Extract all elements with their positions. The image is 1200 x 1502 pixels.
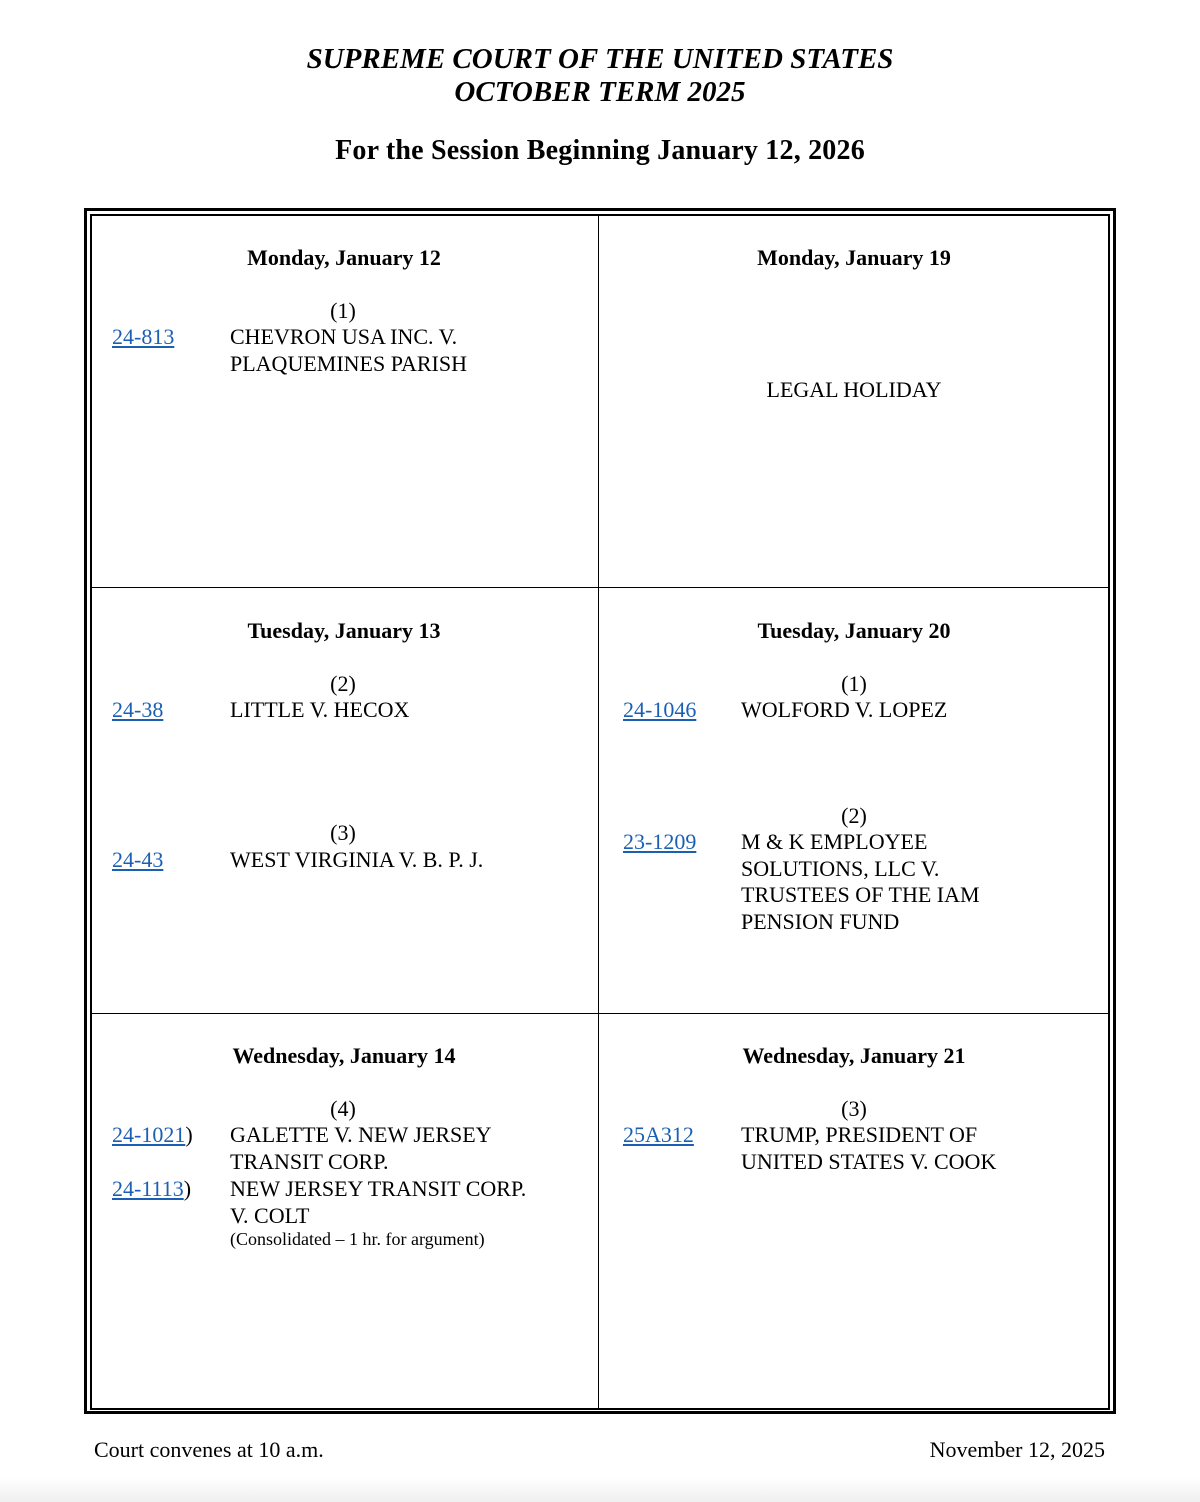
case-name bbox=[230, 697, 409, 724]
docket-link[interactable]: 24-38 bbox=[112, 697, 164, 722]
case-name-line: CHEVRON USA INC. V. bbox=[230, 324, 458, 349]
publication-date: November 12, 2025 bbox=[929, 1437, 1105, 1462]
docket-number bbox=[112, 1176, 191, 1202]
argument-sequence: (3) bbox=[841, 1096, 867, 1121]
court-name: SUPREME COURT OF THE UNITED STATES bbox=[306, 43, 894, 75]
case-name-line: UNITED STATES V. COOK bbox=[741, 1148, 997, 1174]
docket-number bbox=[623, 697, 696, 723]
docket-link[interactable]: 24-1021 bbox=[112, 1122, 186, 1147]
day-heading: Tuesday, January 20 bbox=[757, 618, 951, 643]
case-name-line: LITTLE V. HECOX bbox=[230, 697, 410, 722]
argument-sequence: (3) bbox=[330, 820, 356, 845]
calendar-row-divider-1 bbox=[90, 587, 1110, 588]
argument-sequence: (1) bbox=[841, 671, 867, 696]
case-name-line: M & K EMPLOYEE bbox=[741, 829, 928, 854]
docket-number bbox=[623, 1122, 694, 1148]
case-name-line: NEW JERSEY TRANSIT CORP. bbox=[230, 1176, 527, 1201]
page-bottom-edge bbox=[0, 1478, 1200, 1502]
case-name bbox=[230, 324, 467, 377]
case-name bbox=[230, 847, 483, 874]
case-name-line: WOLFORD V. LOPEZ bbox=[741, 697, 948, 722]
day-heading: Wednesday, January 21 bbox=[742, 1043, 966, 1068]
case-name bbox=[741, 829, 980, 935]
day-heading: Tuesday, January 13 bbox=[247, 618, 441, 643]
session-title: For the Session Beginning January 12, 2026 bbox=[335, 135, 865, 166]
day-heading: Monday, January 12 bbox=[247, 245, 441, 270]
case-name-line: WEST VIRGINIA V. B. P. J. bbox=[230, 847, 484, 872]
argument-sequence: (2) bbox=[841, 803, 867, 828]
docket-number bbox=[112, 324, 174, 350]
consolidation-bracket: ) bbox=[185, 1122, 193, 1147]
legal-holiday-label: LEGAL HOLIDAY bbox=[766, 377, 942, 402]
argument-sequence: (2) bbox=[330, 671, 356, 696]
docket-link[interactable]: 24-813 bbox=[112, 324, 175, 349]
day-heading: Wednesday, January 14 bbox=[232, 1043, 456, 1068]
docket-link[interactable]: 24-43 bbox=[112, 847, 164, 872]
case-name-line: PLAQUEMINES PARISH bbox=[230, 350, 467, 376]
case-name bbox=[230, 1122, 492, 1175]
docket-number bbox=[112, 847, 163, 873]
consolidation-note: (Consolidated – 1 hr. for argument) bbox=[230, 1229, 485, 1249]
docket-link[interactable]: 25A312 bbox=[623, 1122, 694, 1147]
docket-link[interactable]: 24-1113 bbox=[112, 1176, 184, 1201]
case-name bbox=[741, 697, 947, 724]
argument-sequence: (4) bbox=[330, 1096, 356, 1121]
docket-link[interactable]: 24-1046 bbox=[623, 697, 697, 722]
docket-number bbox=[112, 1122, 193, 1148]
docket-number bbox=[623, 829, 696, 855]
day-heading: Monday, January 19 bbox=[757, 245, 951, 270]
calendar-row-divider-2 bbox=[90, 1013, 1110, 1014]
case-name-line: SOLUTIONS, LLC V. bbox=[741, 855, 940, 881]
case-name-line: PENSION FUND bbox=[741, 908, 900, 934]
case-name-line: GALETTE V. NEW JERSEY bbox=[230, 1122, 492, 1147]
case-name bbox=[741, 1122, 996, 1175]
case-name-line: V. COLT bbox=[230, 1202, 310, 1228]
consolidation-bracket: ) bbox=[183, 1176, 192, 1201]
argument-sequence: (1) bbox=[330, 298, 356, 323]
docket-link[interactable]: 23-1209 bbox=[623, 829, 697, 854]
case-name-line: TRUSTEES OF THE IAM bbox=[741, 882, 980, 907]
term-title: OCTOBER TERM 2025 bbox=[454, 76, 746, 108]
case-name-line: TRUMP, PRESIDENT OF bbox=[741, 1122, 978, 1147]
case-name bbox=[230, 1176, 526, 1229]
calendar-column-divider bbox=[598, 214, 599, 1410]
docket-number bbox=[112, 697, 163, 723]
case-name-line: TRANSIT CORP. bbox=[230, 1148, 389, 1174]
court-convenes-note: Court convenes at 10 a.m. bbox=[94, 1437, 324, 1462]
